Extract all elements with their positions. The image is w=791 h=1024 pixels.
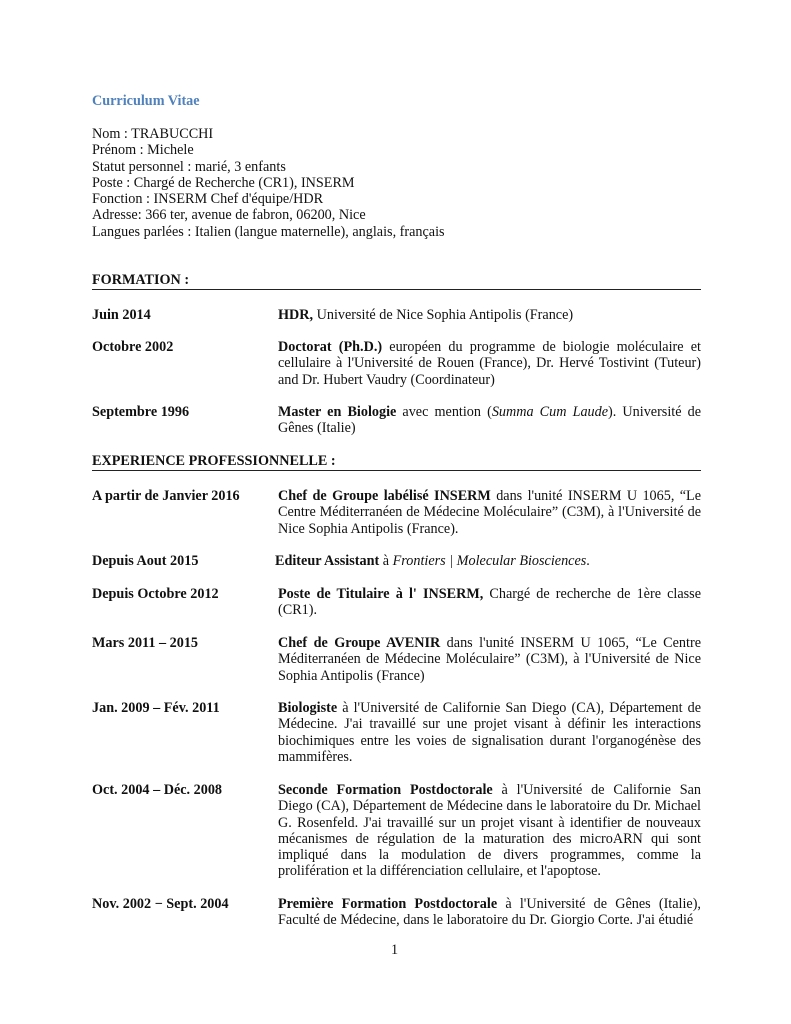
- entry-text: européen du programme de biologie moléculaire et cellulaire à l'Université de Rouen (France), Dr. Hervé Tostivint (Tuteur) and Dr. Hubert Vaudry (Coordinateur): [278, 339, 701, 388]
- personal-line-function: Fonction : INSERM Chef d'équipe/HDR: [92, 191, 324, 208]
- entry-description: [278, 700, 701, 765]
- entry-title: Editeur Assistant: [275, 553, 380, 569]
- entry-text: à l'Université de Californie San Diego (CA), Département de Médecine dans le laboratoire du Dr. Michael G. Rosenfeld. J'ai travaillé sur un projet visant à identifier de nouveaux mécanismes de régulation de la maturation des microARN qui sont impliqué dans la modulation de divers programmes, comme la prolifération et la différenciation cellulaire, et l'apoptose.: [278, 782, 701, 880]
- entry-text: dans l'unité INSERM U 1065, “Le Centre Méditerranéen de Médecine Moléculaire” (C3M), à l'Université de Nice Sophia Antipolis (France).: [278, 488, 702, 537]
- section-heading-experience: EXPERIENCE PROFESSIONNELLE :: [92, 453, 701, 471]
- entry-title: Master en Biologie: [278, 404, 397, 420]
- entry-date: A partir de Janvier 2016: [92, 488, 240, 504]
- entry-description: [275, 553, 698, 569]
- entry-title: Poste de Titulaire à l' INSERM,: [278, 586, 484, 602]
- entry-date: Depuis Octobre 2012: [92, 586, 219, 602]
- page-number: 1: [391, 942, 399, 958]
- entry-title: Seconde Formation Postdoctorale: [278, 782, 493, 798]
- personal-line-position: Poste : Chargé de Recherche (CR1), INSERM: [92, 174, 355, 191]
- entry-description: [278, 339, 701, 388]
- entry-date: Oct. 2004 – Déc. 2008: [92, 782, 223, 798]
- personal-line-firstname: Prénom : Michele: [92, 142, 194, 159]
- entry-description: [278, 586, 701, 619]
- entry-text: Université de Nice Sophia Antipolis (France): [313, 307, 574, 323]
- entry-title: Doctorat (Ph.D.): [278, 339, 383, 355]
- entry-description: [278, 404, 701, 437]
- entry-date: Septembre 1996: [92, 404, 190, 420]
- entry-text: à l'Université de Californie San Diego (CA), Département de Médecine. J'ai travaillé sur une projet visant à définir les interactions biochimiques entre les voies de signalisation durant l'organogénèse des mammifères.: [278, 700, 701, 765]
- entry-italic: Frontiers | Molecular Biosciences: [392, 553, 587, 569]
- entry-title: Première Formation Postdoctorale: [278, 896, 498, 912]
- entry-title: Chef de Groupe labélisé INSERM: [278, 488, 491, 504]
- entry-text: à l'Université de Gênes (Italie), Faculté de Médecine, dans le laboratoire du Dr. Giorgio Corte. J'ai étudié: [278, 896, 701, 929]
- entry-description: [278, 635, 701, 684]
- entry-text: .: [586, 553, 590, 569]
- section-heading-formation: FORMATION :: [92, 272, 701, 290]
- entry-date: Depuis Aout 2015: [92, 553, 199, 569]
- entry-text: dans l'unité INSERM U 1065, “Le Centre Méditerranéen de Médecine Moléculaire” (C3M), à l'Université de Nice Sophia Antipolis (France): [278, 635, 701, 684]
- entry-text: à: [379, 553, 393, 569]
- entry-title: Chef de Groupe AVENIR: [278, 635, 441, 651]
- entry-date: Jan. 2009 – Fév. 2011: [92, 700, 220, 716]
- entry-italic: Summa Cum Laude: [491, 404, 609, 420]
- entry-date: Octobre 2002: [92, 339, 174, 355]
- document-title: Curriculum Vitae: [92, 93, 200, 109]
- entry-description: [278, 782, 701, 880]
- entry-text: ). Université de Gênes (Italie): [278, 404, 701, 437]
- entry-description: [278, 896, 701, 929]
- entry-title: Biologiste: [278, 700, 338, 716]
- personal-line-languages: Langues parlées : Italien (langue maternelle), anglais, français: [92, 223, 445, 240]
- entry-text: avec mention (: [396, 404, 492, 420]
- personal-line-address: Adresse: 366 ter, avenue de fabron, 06200, Nice: [92, 207, 366, 224]
- personal-line-name: Nom : TRABUCCHI: [92, 126, 214, 142]
- entry-description: [278, 307, 701, 323]
- entry-description: [278, 488, 701, 537]
- entry-date: Juin 2014: [92, 307, 151, 323]
- entry-text: Chargé de recherche de 1ère classe (CR1).: [278, 586, 702, 619]
- entry-date: Mars 2011 – 2015: [92, 635, 199, 651]
- entry-title: HDR,: [278, 307, 314, 323]
- personal-line-status: Statut personnel : marié, 3 enfants: [92, 158, 286, 175]
- entry-date: Nov. 2002 − Sept. 2004: [92, 896, 229, 912]
- personal-info: [92, 126, 692, 240]
